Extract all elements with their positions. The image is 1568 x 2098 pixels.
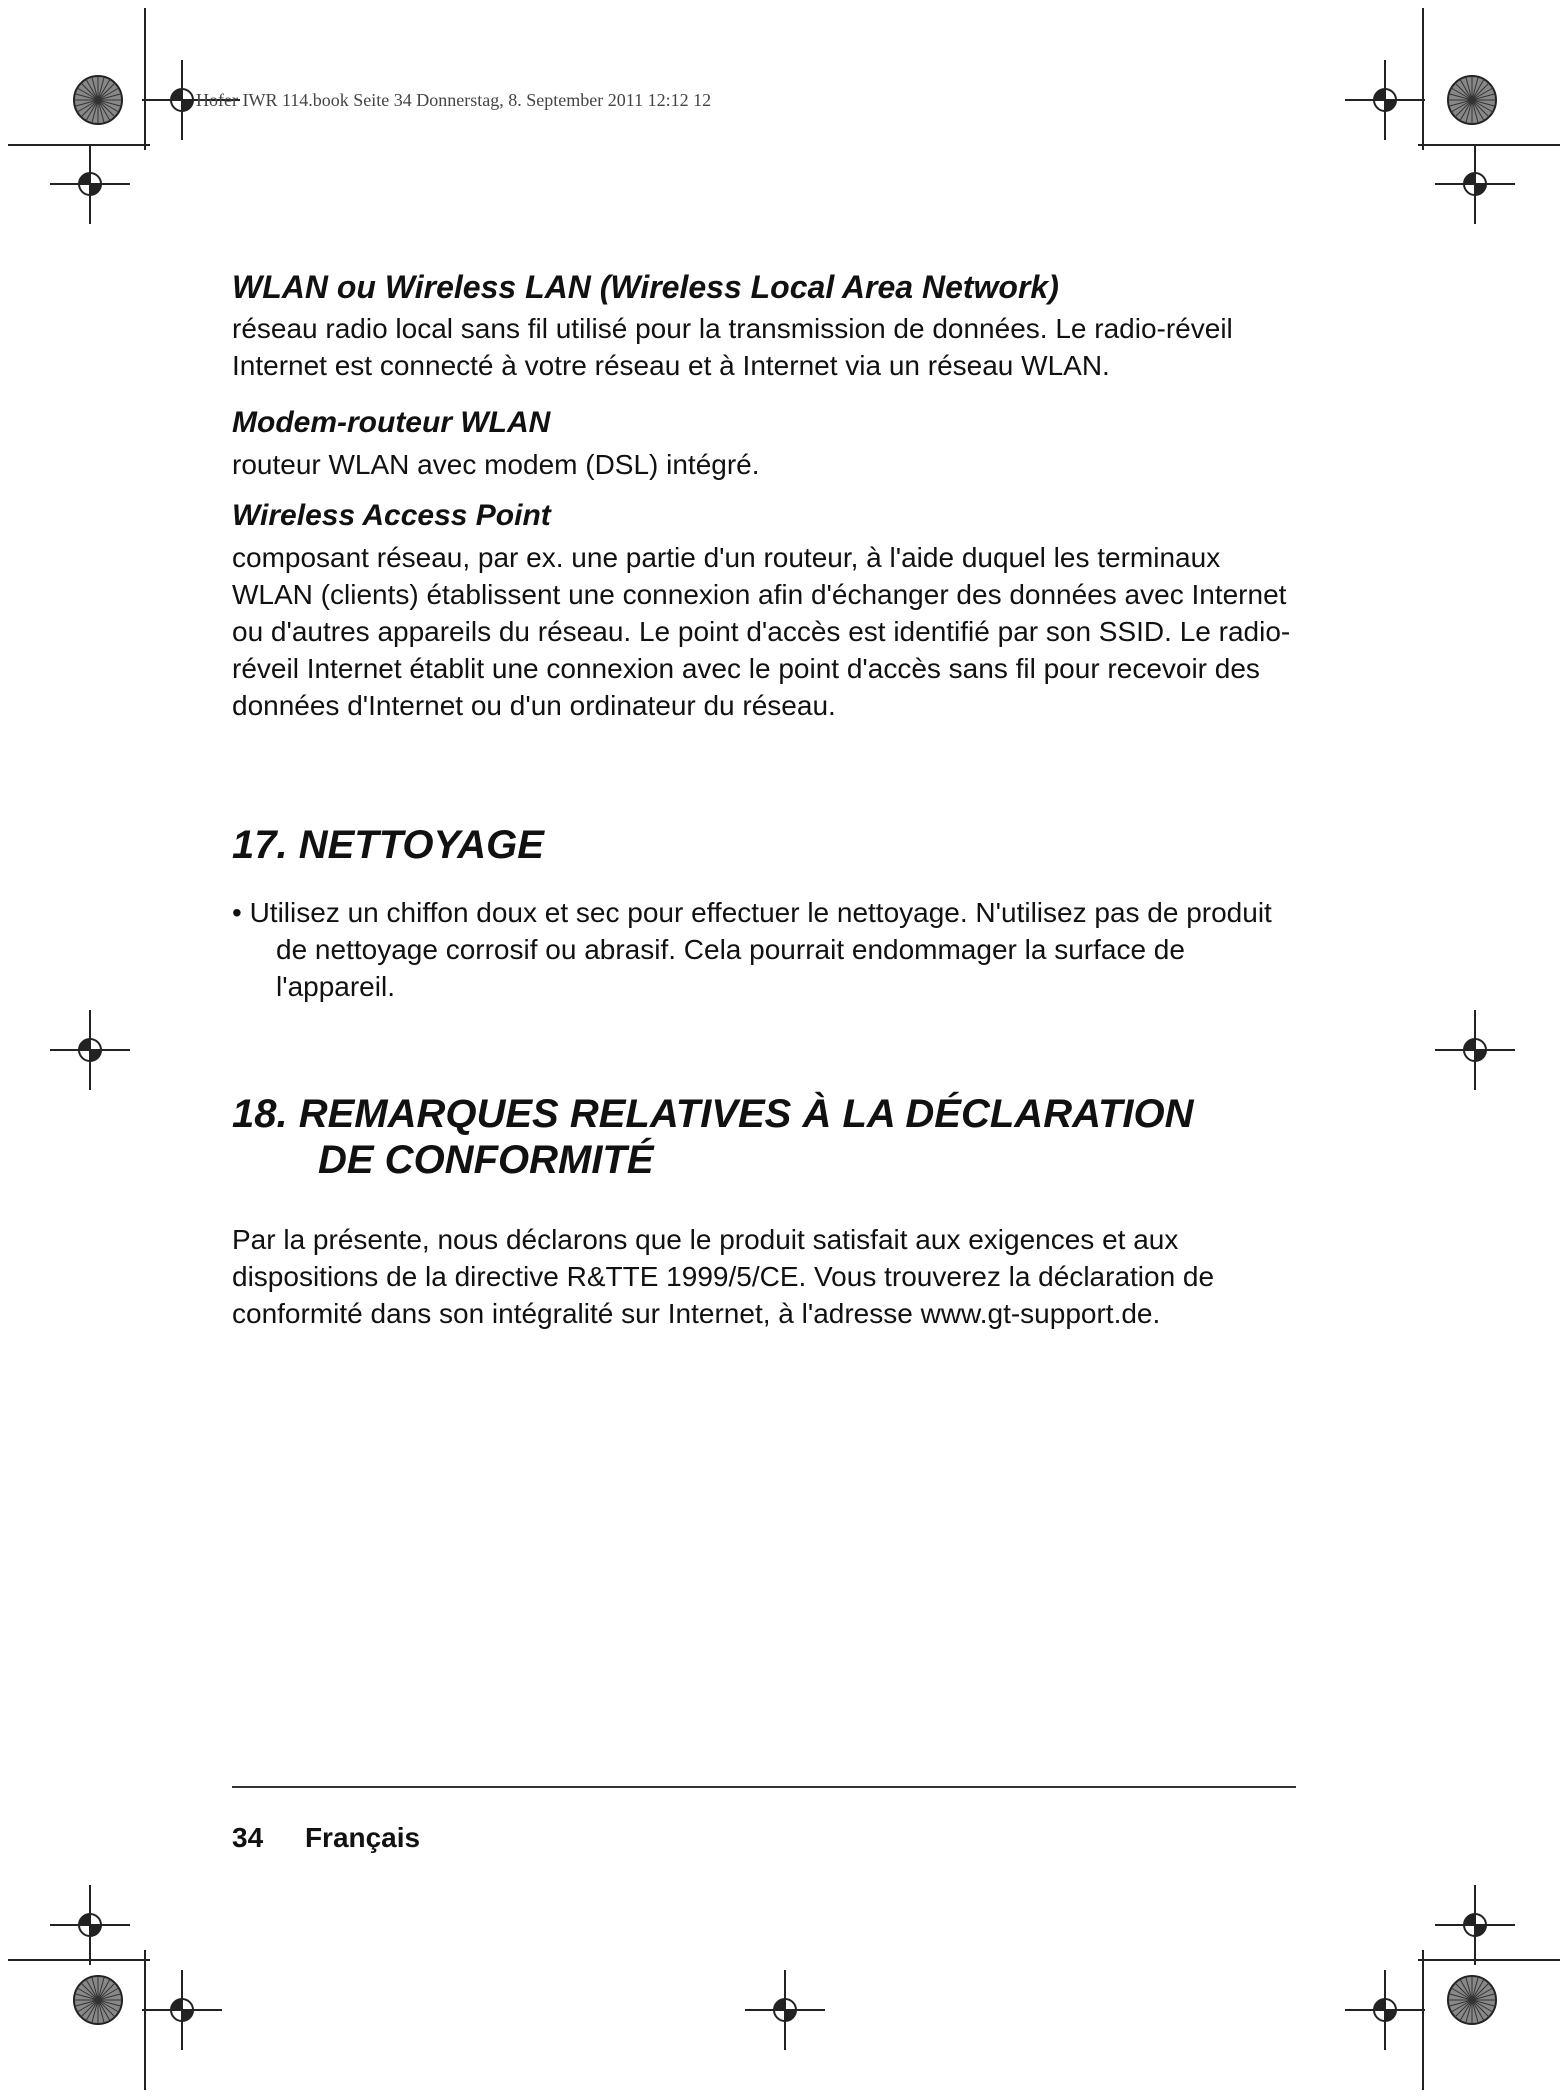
glossary-entry xyxy=(232,404,1300,483)
section-18-title-line2: DE CONFORMITÉ xyxy=(318,1138,654,1182)
glossary-entry xyxy=(232,268,1300,384)
registration-crosshair-icon xyxy=(50,1885,130,1965)
glossary-term: Wireless Access Point xyxy=(232,499,551,532)
page-footer xyxy=(232,1822,420,1854)
section-17-title: 17. NETTOYAGE xyxy=(232,823,544,867)
footer-rule xyxy=(232,1786,1296,1788)
cleaning-bullet: • Utilisez un chiffon doux et sec pour effectuer le nettoyage. N'utilisez pas de produit de nettoyage corrosif ou abrasif. Cela pourrait endommager la surface de l'appareil. xyxy=(232,897,1272,1002)
registration-crosshair-icon xyxy=(142,1970,222,2050)
registration-crosshair-icon xyxy=(745,1970,825,2050)
registration-crosshair-icon xyxy=(50,1010,130,1090)
registration-crosshair-icon xyxy=(1345,1970,1425,2050)
registration-crosshair-icon xyxy=(50,144,130,224)
conformity-text: Par la présente, nous déclarons que le produit satisfait aux exigences et aux dispositions de la directive R&TTE 1999/5/CE. Vous trouverez la déclaration de conformité dans son intégralité sur Internet, à l'adresse www.gt-support.de. xyxy=(232,1224,1215,1329)
page-content xyxy=(232,268,1300,1346)
glossary-term: Modem-routeur WLAN xyxy=(232,406,551,439)
glossary-entry xyxy=(232,497,1300,724)
glossary-definition: réseau radio local sans fil utilisé pour la transmission de données. Le radio-réveil Internet est connecté à votre réseau et à Internet via un réseau WLAN. xyxy=(232,313,1233,381)
glossary-term: WLAN ou Wireless LAN (Wireless Local Area Network) xyxy=(232,269,1059,305)
section-18-title xyxy=(232,1091,1300,1183)
section-18-title-line1: 18. REMARQUES RELATIVES À LA DÉCLARATION xyxy=(232,1092,1194,1136)
print-info-header: Hofer IWR 114.book Seite 34 Donnerstag, 8. September 2011 12:12 12 xyxy=(196,90,712,110)
color-registration-icon xyxy=(74,76,122,124)
glossary-definition: composant réseau, par ex. une partie d'un routeur, à l'aide duquel les terminaux WLAN (clients) établissent une connexion afin d'échanger des données avec Internet ou d'autres appareils du réseau. Le point d'accès est identifié par son SSID. Le radio-réveil Internet établit une connexion avec le point d'accès sans fil pour recevoir des données d'Internet ou d'un ordinateur du réseau. xyxy=(232,542,1291,721)
footer-language: Français xyxy=(304,1822,421,1853)
color-registration-icon xyxy=(74,1976,122,2024)
registration-crosshair-icon xyxy=(1345,60,1425,140)
glossary-definition: routeur WLAN avec modem (DSL) intégré. xyxy=(232,449,760,480)
page-number: 34 xyxy=(232,1822,264,1853)
registration-crosshair-icon xyxy=(1435,1885,1515,1965)
registration-crosshair-icon xyxy=(1435,144,1515,224)
color-registration-icon xyxy=(1448,1976,1496,2024)
registration-crosshair-icon xyxy=(1435,1010,1515,1090)
color-registration-icon xyxy=(1448,76,1496,124)
